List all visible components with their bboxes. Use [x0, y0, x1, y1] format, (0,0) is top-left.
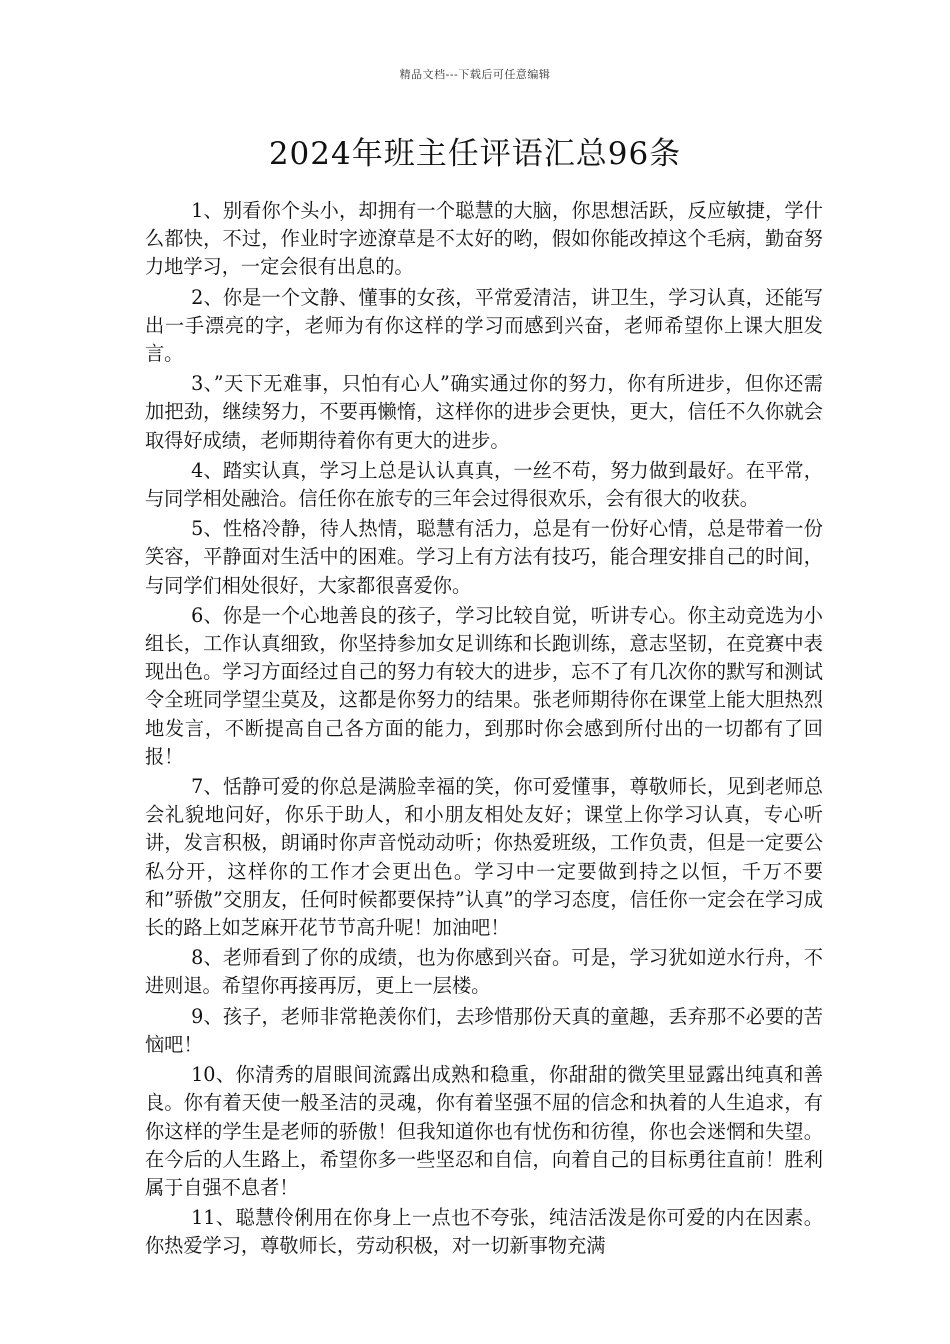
paragraph-11: 11、聪慧伶俐用在你身上一点也不夸张，纯洁活泼是你可爱的内在因素。你热爱学习，尊敬师长，劳动积极，对一切新事物充满: [145, 1206, 823, 1258]
paragraph-10: 10、你清秀的眉眼间流露出成熟和稳重，你甜甜的微笑里显露出纯真和善良。你有着天使一般圣洁的灵魂，你有着坚强不屈的信念和执着的人生追求，有你这样的学生是老师的骄傲！但我知道你也有忧伤和彷徨，你也会迷惘和失望。在今后的人生路上，希望你多一些坚忍和自信，向着自己的目标勇往直前！胜利属于自强不息者！: [145, 1063, 823, 1199]
paragraph-3: 3、”天下无难事，只怕有心人”确实通过你的努力，你有所进步，但你还需加把劲，继续努力，不要再懒惰，这样你的进步会更快，更大，信任不久你就会取得好成绩，老师期待着你有更大的进步。: [145, 372, 823, 452]
paragraph-1: 1、别看你个头小，却拥有一个聪慧的大脑，你思想活跃，反应敏捷，学什么都快，不过，作业时字迹潦草是不太好的哟，假如你能改掉这个毛病，勤奋努力地学习，一定会很有出息的。: [145, 199, 823, 279]
paragraph-7: 7、恬静可爱的你总是满脸幸福的笑，你可爱懂事，尊敬师长，见到老师总会礼貌地问好，你乐于助人，和小朋友相处友好；课堂上你学习认真，专心听讲，发言积极，朗诵时你声音悦动动听；你热爱班级，工作负责，但是一定要公私分开，这样你的工作才会更出色。学习中一定要做到持之以恒，千万不要和”骄傲”交朋友，任何时候都要保持”认真”的学习态度，信任你一定会在学习成长的路上如芝麻开花节节高升呢！加油吧！: [145, 775, 823, 940]
paragraph-8: 8、老师看到了你的成绩，也为你感到兴奋。可是，学习犹如逆水行舟，不进则退。希望你再接再厉，更上一层楼。: [145, 946, 823, 998]
document-title: 2024年班主任评语汇总96条: [268, 136, 682, 172]
paragraph-6: 6、你是一个心地善良的孩子，学习比较自觉，听讲专心。你主动竞选为小组长，工作认真细致，你坚持参加女足训练和长跑训练，意志坚韧，在竞赛中表现出色。学习方面经过自己的努力有较大的进步，忘不了有几次你的默写和测试令全班同学望尘莫及，这都是你努力的结果。张老师期待你在课堂上能大胆热烈地发言，不断提高自己各方面的能力，到那时你会感到所付出的一切都有了回报！: [145, 603, 823, 768]
paragraph-9: 9、孩子，老师非常艳羡你们，去珍惜那份天真的童趣，丢弃那不必要的苦恼吧！: [145, 1004, 823, 1056]
paragraph-5: 5、性格冷静，待人热情，聪慧有活力，总是有一份好心情，总是带着一份笑容，平静面对生活中的困难。学习上有方法有技巧，能合理安排自己的时间，与同学们相处很好，大家都很喜爱你。: [145, 517, 823, 597]
paragraph-2: 2、你是一个文静、懂事的女孩，平常爱清洁，讲卫生，学习认真，还能写出一手漂亮的字，老师为有你这样的学习而感到兴奋，老师希望你上课大胆发言。: [145, 285, 823, 366]
paragraph-4: 4、踏实认真，学习上总是认认真真，一丝不苟，努力做到最好。在平常，与同学相处融洽。信任你在旅专的三年会过得很欢乐，会有很大的收获。: [145, 458, 823, 511]
document-body: [145, 197, 823, 1263]
page-header: 精品文档---下载后可任意编辑: [399, 68, 551, 81]
